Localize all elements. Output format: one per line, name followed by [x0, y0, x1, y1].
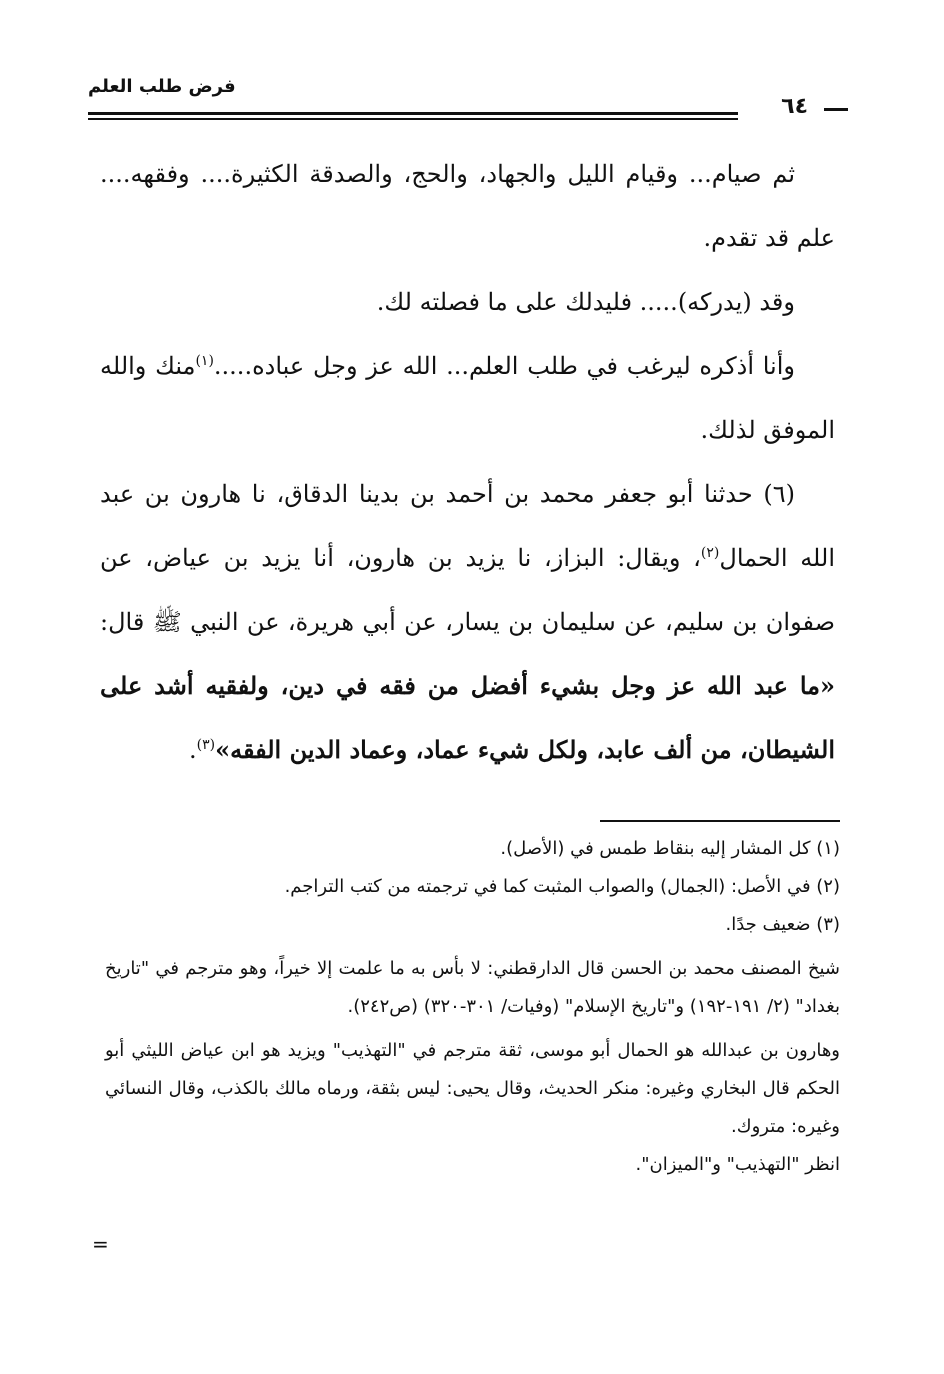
footnote-separator: [600, 820, 840, 822]
page-number: ٦٤: [781, 94, 808, 119]
paragraph-3-text-b: منك والله الموفق لذلك.: [100, 352, 835, 444]
header-rule-thin: [88, 118, 738, 120]
hadith-text: «ما عبد الله عز وجل بشيء أفضل من فقه في دين، ولفقيه أشد على الشيطان، من ألف عابد، ولكل شيء عماد، وعماد الدين الفقه»: [100, 671, 835, 764]
paragraph-1: ثم صيام... وقيام الليل والجهاد، والحج، والصدقة الكثيرة.... وفقهه.... علم قد تقدم.: [100, 160, 835, 252]
footnote-note-2: وهارون بن عبدالله هو الحمال أبو موسى، ثقة مترجم في "التهذيب" ويزيد هو ابن عياض الليثي أبو الحكم قال البخاري وغيره: منكر الحديث، وقال يحيى: ليس بثقة، ورماه مالك بالكذب، وقال النسائي وغيره: متروك.: [105, 1040, 840, 1137]
footnote-ref-1: (١): [195, 353, 214, 369]
header-dash: [824, 108, 848, 111]
header-rule-thick: [88, 112, 738, 115]
footnote-note-1: شيخ المصنف محمد بن الحسن قال الدارقطني: لا بأس به ما علمت إلا خيراً، وهو مترجم في "تاريخ بغداد" (٢/ ١٩١-١٩٢) و"تاريخ الإسلام" (وفيات/ ٣٠١-٣٢٠) (ص٢٤٢).: [105, 958, 840, 1017]
footnote-1: (١) كل المشار إليه بنقاط طمس في (الأصل).: [500, 838, 840, 859]
main-text: [100, 142, 835, 782]
footnote-2: (٢) في الأصل: (الجمال) والصواب المثبت كما في ترجمته من كتب التراجم.: [284, 876, 840, 897]
paragraph-4: [100, 462, 835, 782]
continuation-mark: =: [92, 1232, 109, 1256]
page-header: [88, 72, 848, 132]
paragraph-3-text-a: وأنا أذكره ليرغب في طلب العلم... الله عز وجل عباده.....: [213, 352, 795, 380]
paragraph-4-text-b: ، ويقال: البزاز، نا يزيد بن هارون، أنا يزيد بن عياض، عن صفوان بن سليم، عن سليمان بن يسار، عن أبي هريرة، عن النبي ﷺ قال:: [100, 544, 835, 636]
footnote-3: (٣) ضعيف جدًا.: [725, 914, 840, 935]
book-title: فرض طلب العلم: [88, 76, 236, 97]
paragraph-2: وقد (يدركه)..... فليدلك على ما فصلته لك.: [376, 288, 795, 316]
hadith-end: .: [188, 736, 197, 764]
footnote-ref-3: (٣): [196, 737, 216, 753]
paragraph-4-text-a: (٦) حدثنا أبو جعفر محمد بن أحمد بن بدينا الدقاق، نا هارون بن عبد الله الحمال: [100, 480, 835, 572]
paragraph-3: [100, 334, 835, 462]
footnote-ref-2: (٢): [700, 545, 720, 561]
footnotes: [105, 830, 840, 1184]
footnote-note-3: انظر "التهذيب" و"الميزان".: [635, 1154, 840, 1175]
